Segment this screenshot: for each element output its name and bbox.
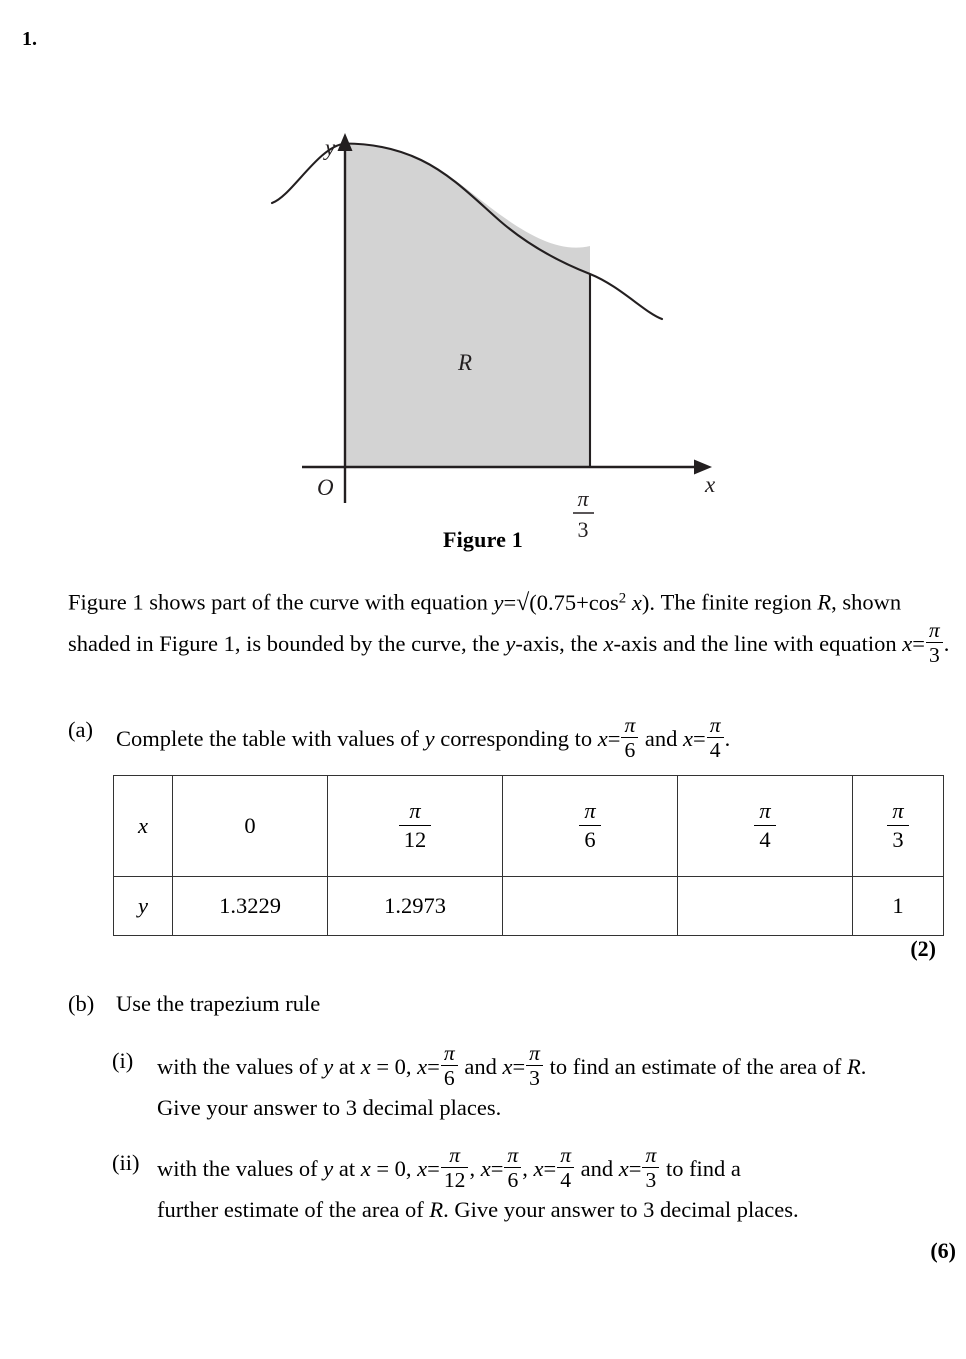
fraction-pi-over-3 — [887, 799, 908, 852]
fraction-pi-over-3 — [526, 1042, 543, 1089]
row-label-x-text: x — [138, 813, 148, 838]
fraction-numerator: π — [399, 799, 432, 826]
row-label-y-text: y — [138, 893, 148, 918]
bi-line-2: Give your answer to 3 decimal places. — [157, 1095, 502, 1121]
table-row-label-y — [114, 877, 173, 936]
table-row-label-x — [114, 776, 173, 877]
fraction-pi-over-6 — [579, 799, 600, 852]
table-cell-x-1 — [328, 776, 503, 877]
fraction-denominator: 4 — [759, 826, 771, 852]
bii-x-equals-0 — [361, 1156, 417, 1181]
part-a-marker: (a) — [68, 717, 93, 742]
eq-var: x — [631, 589, 642, 615]
pa-x2-eq: = — [693, 725, 706, 751]
intro-line2-end: -axis and the line with — [613, 630, 814, 656]
cell-value: 0 — [244, 813, 256, 838]
fraction-pi-over-4 — [557, 1144, 574, 1191]
table-cell-x-3 — [678, 776, 853, 877]
part-a-var-y: y — [424, 725, 435, 751]
fraction-denominator: 3 — [529, 1066, 540, 1091]
part-a-x-pi-over-6 — [597, 713, 645, 763]
fraction-denominator: 6 — [584, 826, 596, 852]
fraction-pi-over-6 — [621, 714, 638, 761]
fraction-pi-over-6 — [441, 1042, 458, 1089]
bii-line-2b: . Give your answer to 3 decimal places. — [443, 1197, 799, 1223]
bii-f4-eq: = — [628, 1155, 642, 1181]
table-cell-y-3-blank[interactable] — [678, 877, 853, 936]
x-axis-label: x — [705, 472, 716, 497]
fraction-numerator: π — [926, 619, 943, 643]
intro-line3-eq: = — [912, 630, 925, 656]
part-a-text-1: Complete the table with values of — [116, 725, 420, 751]
fraction-denominator: 3 — [892, 826, 904, 852]
fraction-numerator: π — [621, 714, 638, 738]
fraction-numerator: π — [441, 1042, 458, 1066]
table-row-x — [114, 776, 944, 877]
fraction-numerator: π — [707, 714, 724, 738]
part-a-x-pi-over-4 — [683, 713, 731, 763]
bii-x-pi-over-6 — [480, 1143, 534, 1193]
marks-part-b: (6) — [930, 1238, 956, 1263]
fraction-pi-over-12 — [441, 1144, 469, 1191]
table-cell-x-4 — [853, 776, 944, 877]
fraction-denominator: 12 — [443, 1168, 466, 1193]
fraction-numerator: π — [441, 1144, 469, 1168]
eq-lhs: y — [493, 589, 504, 615]
fraction-pi-over-12 — [399, 799, 432, 852]
bii-f1-eq: = — [427, 1155, 440, 1181]
pa-x2-var: x — [683, 725, 694, 751]
part-b-item-i — [112, 1042, 942, 1127]
fraction-denominator: 3 — [928, 642, 940, 667]
marks-part-a: (2) — [910, 936, 936, 961]
bii-x-pi-over-4 — [533, 1143, 581, 1193]
intro-line2-y: y — [505, 630, 516, 656]
part-a-text-2: corresponding to — [440, 725, 593, 751]
bi-text-2: at — [338, 1053, 356, 1079]
bi-period: . — [860, 1053, 867, 1079]
bi-var-y: y — [323, 1053, 334, 1079]
eq-equals: = — [503, 589, 517, 615]
part-b-ii-text — [157, 1144, 942, 1229]
intro-comma: , — [831, 589, 837, 615]
fraction-pi-over-4 — [707, 714, 724, 761]
intro-line2-mid: -axis, the — [515, 630, 598, 656]
bi-joiner: and — [464, 1053, 497, 1079]
part-b-heading — [68, 988, 320, 1019]
bi-f1-var: x — [417, 1053, 428, 1079]
bii-f2-sep: , — [522, 1155, 528, 1181]
bi-f1-eq: = — [427, 1053, 440, 1079]
origin-label: O — [317, 475, 334, 500]
table-cell-y-1 — [328, 877, 503, 936]
bi-text-1: with the values of — [157, 1053, 318, 1079]
svg-text:3: 3 — [577, 517, 589, 542]
cell-value: 1 — [892, 893, 904, 918]
intro-text-1: Figure 1 shows part of the curve with equation — [68, 589, 488, 615]
fraction-denominator: 6 — [507, 1168, 519, 1193]
bii-f2-var: x — [480, 1155, 491, 1181]
bi-x0-val: 0, — [394, 1053, 412, 1079]
part-b-heading-text: Use the trapezium rule — [116, 991, 321, 1016]
bi-x-equals-0 — [361, 1054, 417, 1079]
fraction-denominator: 4 — [560, 1168, 572, 1193]
pa-x1-eq: = — [607, 725, 621, 751]
intro-line2-x: x — [603, 630, 614, 656]
eq-plus: + — [576, 589, 589, 615]
pa-x1-var: x — [597, 725, 608, 751]
bii-f3-eq: = — [543, 1155, 557, 1181]
part-a-and: and — [644, 725, 678, 751]
part-b-i-text — [157, 1042, 942, 1127]
cell-value: 1.3229 — [219, 893, 281, 918]
bi-text-3: to find an estimate of the area of — [549, 1053, 842, 1079]
eq-close: ). — [641, 589, 655, 615]
fraction-numerator: π — [754, 799, 775, 826]
fraction-numerator: π — [887, 799, 908, 826]
eq-radical: √ — [516, 589, 530, 616]
bi-f2-var: x — [502, 1053, 513, 1079]
fraction-denominator: 3 — [645, 1168, 657, 1193]
fraction-pi-over-4 — [754, 799, 775, 852]
fraction-denominator: 6 — [443, 1066, 455, 1091]
intro-line3-word: equation — [819, 630, 897, 656]
fraction-numerator: π — [504, 1144, 521, 1168]
bii-joiner: and — [580, 1155, 614, 1181]
region-label-R: R — [458, 350, 473, 375]
intro-region-letter: R — [817, 589, 832, 615]
intro-text-2: The finite region — [660, 589, 812, 615]
question-number: 1. — [22, 28, 37, 50]
fraction-denominator: 4 — [709, 738, 721, 763]
bii-line-2a: further estimate of the area of — [157, 1197, 424, 1223]
bii-x0-eq: = — [376, 1155, 390, 1181]
bii-x0-var: x — [360, 1155, 371, 1181]
part-b-i-marker: (i) — [112, 1048, 134, 1073]
bii-f4-var: x — [618, 1155, 629, 1181]
bii-region: R — [429, 1197, 444, 1223]
bi-x0-var: x — [360, 1053, 371, 1079]
fraction-pi-over-3 — [926, 619, 943, 666]
bii-x-pi-over-3 — [618, 1143, 666, 1193]
intro-line2-a: shown shaded in Figure 1, is bounded by the curve, the — [68, 589, 902, 656]
part-b-item-ii — [112, 1144, 942, 1229]
eq-cos: cos — [588, 589, 619, 615]
bii-x-pi-over-12 — [417, 1143, 481, 1193]
eq-exponent: 2 — [618, 590, 627, 606]
part-b-marker: (b) — [68, 991, 95, 1016]
fraction-numerator: π — [557, 1144, 574, 1168]
part-b-ii-marker: (ii) — [112, 1150, 140, 1175]
fraction-numerator: π — [579, 799, 600, 826]
table-cell-x-2 — [503, 776, 678, 877]
curve-equation — [494, 590, 661, 615]
part-a-text — [116, 714, 948, 761]
intro-line3-period: . — [943, 630, 950, 656]
fraction-pi-over-3 — [642, 1144, 659, 1191]
bii-text-3: to find a — [665, 1155, 741, 1181]
bii-f1-var: x — [417, 1155, 428, 1181]
bii-f2-eq: = — [490, 1155, 504, 1181]
fraction-numerator: π — [642, 1144, 659, 1168]
y-axis-arrowhead — [338, 133, 353, 151]
table-cell-y-2-blank[interactable] — [503, 877, 678, 936]
bii-text-2: at — [338, 1155, 356, 1181]
svg-text:π: π — [577, 486, 589, 511]
fraction-numerator: π — [526, 1042, 543, 1066]
bii-var-y: y — [323, 1155, 334, 1181]
cell-value: 1.2973 — [384, 893, 446, 918]
intro-line3-equation — [902, 617, 950, 667]
intro-line3-var: x — [902, 630, 913, 656]
bii-text-1: with the values of — [157, 1155, 318, 1181]
bii-f1-sep: , — [469, 1155, 476, 1181]
fraction-pi-over-6 — [504, 1144, 521, 1191]
bii-x0-val: 0, — [394, 1155, 412, 1181]
bi-x-pi-over-6 — [417, 1041, 464, 1091]
bi-region: R — [847, 1053, 861, 1079]
table-row-y — [114, 877, 944, 936]
bi-x-pi-over-3 — [502, 1041, 549, 1091]
fraction-denominator: 12 — [403, 826, 427, 852]
figure-caption: Figure 1 — [442, 527, 524, 552]
fraction-denominator: 6 — [624, 738, 636, 763]
pa-period: . — [724, 725, 731, 751]
eq-open: (0.75 — [529, 589, 577, 615]
bi-x0-eq: = — [376, 1053, 390, 1079]
bi-f2-eq: = — [512, 1053, 526, 1079]
table-cell-y-4 — [853, 877, 944, 936]
y-axis-label: y — [325, 135, 336, 160]
values-table — [113, 775, 944, 936]
part-a-paragraph — [68, 714, 948, 761]
intro-paragraph — [68, 583, 958, 666]
table-cell-y-0 — [173, 877, 328, 936]
table-cell-x-0 — [173, 776, 328, 877]
bii-f3-var: x — [533, 1155, 544, 1181]
